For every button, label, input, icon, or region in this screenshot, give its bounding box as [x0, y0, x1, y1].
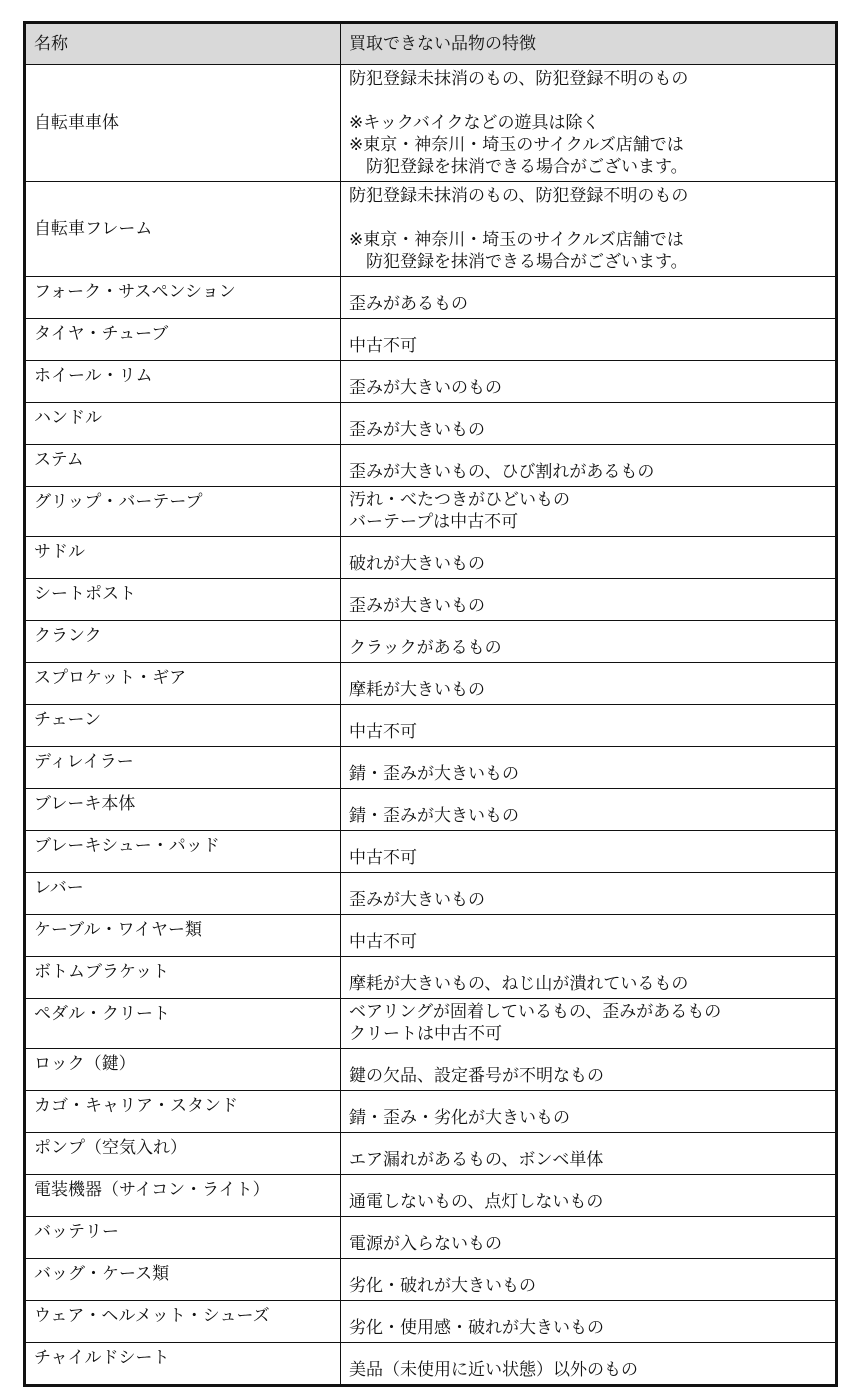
item-name-cell: サドル	[25, 537, 341, 579]
features-line: 破れが大きいもの	[349, 554, 485, 574]
item-features-cell	[341, 1133, 837, 1175]
features-line: 美品（未使用に近い状態）以外のもの	[349, 1360, 638, 1380]
item-name-cell: スプロケット・ギア	[25, 663, 341, 705]
item-features-cell	[341, 999, 837, 1049]
item-features-cell	[341, 1091, 837, 1133]
item-features-cell	[341, 957, 837, 999]
item-features-cell	[341, 319, 837, 361]
table-row	[25, 1343, 837, 1386]
features-line: 錆・歪み・劣化が大きいもの	[349, 1108, 570, 1128]
item-name-cell: カゴ・キャリア・スタンド	[25, 1091, 341, 1133]
item-features-cell	[341, 403, 837, 445]
item-name-cell: グリップ・バーテープ	[25, 487, 341, 537]
table-row	[25, 1049, 837, 1091]
item-features-cell	[341, 487, 837, 537]
item-name-cell: 自転車フレーム	[25, 182, 341, 277]
item-features-cell	[341, 621, 837, 663]
features-line: エア漏れがあるもの、ボンベ単体	[349, 1150, 604, 1170]
features-line: 錆・歪みが大きいもの	[349, 806, 519, 826]
item-features-cell	[341, 915, 837, 957]
item-name-cell: ブレーキシュー・パッド	[25, 831, 341, 873]
features-line	[349, 90, 827, 112]
item-name-cell: タイヤ・チューブ	[25, 319, 341, 361]
table-row	[25, 747, 837, 789]
purchase-restrictions-document	[23, 21, 835, 1387]
table-row	[25, 445, 837, 487]
item-features-cell	[341, 1217, 837, 1259]
purchase-restrictions-table	[23, 21, 838, 1387]
item-name-cell: ケーブル・ワイヤー類	[25, 915, 341, 957]
features-line: 通電しないもの、点灯しないもの	[349, 1192, 604, 1212]
table-row	[25, 873, 837, 915]
item-features-cell	[341, 445, 837, 487]
table-row	[25, 361, 837, 403]
table-row	[25, 663, 837, 705]
table-row	[25, 1091, 837, 1133]
features-line: 歪みが大きいもの	[349, 890, 485, 910]
item-name-cell: バッテリー	[25, 1217, 341, 1259]
features-line: ※東京・神奈川・埼玉のサイクルズ店舗では	[349, 230, 684, 250]
item-features-cell	[341, 277, 837, 319]
features-line: 中古不可	[349, 336, 417, 356]
table-header-row	[25, 23, 837, 65]
table-row	[25, 319, 837, 361]
item-name-cell: チェーン	[25, 705, 341, 747]
item-name-cell: フォーク・サスペンション	[25, 277, 341, 319]
item-name-cell: ボトムブラケット	[25, 957, 341, 999]
item-name-cell: ブレーキ本体	[25, 789, 341, 831]
features-line: 摩耗が大きいもの、ねじ山が潰れているもの	[349, 974, 689, 994]
item-name-cell: シートポスト	[25, 579, 341, 621]
table-body	[25, 65, 837, 1386]
item-name-cell: ペダル・クリート	[25, 999, 341, 1049]
table-row	[25, 1133, 837, 1175]
table-row	[25, 957, 837, 999]
table-row	[25, 65, 837, 182]
features-line: ベアリングが固着しているもの、歪みがあるもの	[349, 1002, 722, 1022]
table-row	[25, 1217, 837, 1259]
features-line: 防犯登録を抹消できる場合がございます。	[366, 252, 688, 272]
column-header-features: 買取できない品物の特徴	[341, 23, 837, 65]
item-name-cell: ウェア・ヘルメット・シューズ	[25, 1301, 341, 1343]
table-row	[25, 621, 837, 663]
item-name-cell: ディレイラー	[25, 747, 341, 789]
item-features-cell	[341, 361, 837, 403]
features-line: 摩耗が大きいもの	[349, 680, 485, 700]
features-line: 中古不可	[349, 722, 417, 742]
item-name-cell: ロック（鍵）	[25, 1049, 341, 1091]
item-features-cell	[341, 1175, 837, 1217]
item-name-cell: 電装機器（サイコン・ライト）	[25, 1175, 341, 1217]
features-line	[349, 207, 827, 229]
item-features-cell	[341, 747, 837, 789]
item-name-cell: ハンドル	[25, 403, 341, 445]
features-line: 鍵の欠品、設定番号が不明なもの	[349, 1066, 604, 1086]
item-features-cell	[341, 831, 837, 873]
features-line: 歪みがあるもの	[349, 294, 468, 314]
table-row	[25, 789, 837, 831]
item-name-cell: ステム	[25, 445, 341, 487]
item-name-cell: ポンプ（空気入れ）	[25, 1133, 341, 1175]
item-features-cell	[341, 789, 837, 831]
table-row	[25, 403, 837, 445]
features-line: 防犯登録未抹消のもの、防犯登録不明のもの	[349, 69, 689, 89]
item-features-cell	[341, 537, 837, 579]
item-features-cell	[341, 663, 837, 705]
table-row	[25, 537, 837, 579]
item-name-cell: チャイルドシート	[25, 1343, 341, 1386]
features-line: 電源が入らないもの	[349, 1234, 502, 1254]
table-row	[25, 182, 837, 277]
item-features-cell	[341, 182, 837, 277]
table-row	[25, 915, 837, 957]
item-features-cell	[341, 65, 837, 182]
features-line: 歪みが大きいもの、ひび割れがあるもの	[349, 462, 655, 482]
features-line: 歪みが大きいもの	[349, 420, 485, 440]
item-features-cell	[341, 1301, 837, 1343]
features-line: 中古不可	[349, 932, 417, 952]
features-line: 汚れ・べたつきがひどいもの	[349, 490, 570, 510]
features-line: バーテープは中古不可	[349, 512, 519, 532]
item-name-cell: ホイール・リム	[25, 361, 341, 403]
features-line: 劣化・使用感・破れが大きいもの	[349, 1318, 604, 1338]
table-row	[25, 1301, 837, 1343]
table-row	[25, 277, 837, 319]
table-row	[25, 705, 837, 747]
item-features-cell	[341, 1343, 837, 1386]
features-line: ※キックバイクなどの遊具は除く	[349, 113, 600, 133]
features-line: 歪みが大きいもの	[349, 596, 485, 616]
item-features-cell	[341, 705, 837, 747]
features-line: クラックがあるもの	[349, 638, 502, 658]
item-features-cell	[341, 1049, 837, 1091]
features-line: 劣化・破れが大きいもの	[349, 1276, 536, 1296]
features-line: ※東京・神奈川・埼玉のサイクルズ店舗では	[349, 135, 684, 155]
features-line: 錆・歪みが大きいもの	[349, 764, 519, 784]
table-row	[25, 999, 837, 1049]
item-name-cell: 自転車車体	[25, 65, 341, 182]
table-row	[25, 831, 837, 873]
item-features-cell	[341, 873, 837, 915]
features-line: 中古不可	[349, 848, 417, 868]
column-header-name: 名称	[25, 23, 341, 65]
features-line: 歪みが大きいのもの	[349, 378, 502, 398]
item-name-cell: バッグ・ケース類	[25, 1259, 341, 1301]
table-row	[25, 579, 837, 621]
item-features-cell	[341, 1259, 837, 1301]
features-line: 防犯登録を抹消できる場合がございます。	[366, 157, 688, 177]
item-name-cell: レバー	[25, 873, 341, 915]
item-name-cell: クランク	[25, 621, 341, 663]
table-row	[25, 1259, 837, 1301]
item-features-cell	[341, 579, 837, 621]
table-row	[25, 487, 837, 537]
table-row	[25, 1175, 837, 1217]
features-line: クリートは中古不可	[349, 1024, 502, 1044]
features-line: 防犯登録未抹消のもの、防犯登録不明のもの	[349, 186, 689, 206]
